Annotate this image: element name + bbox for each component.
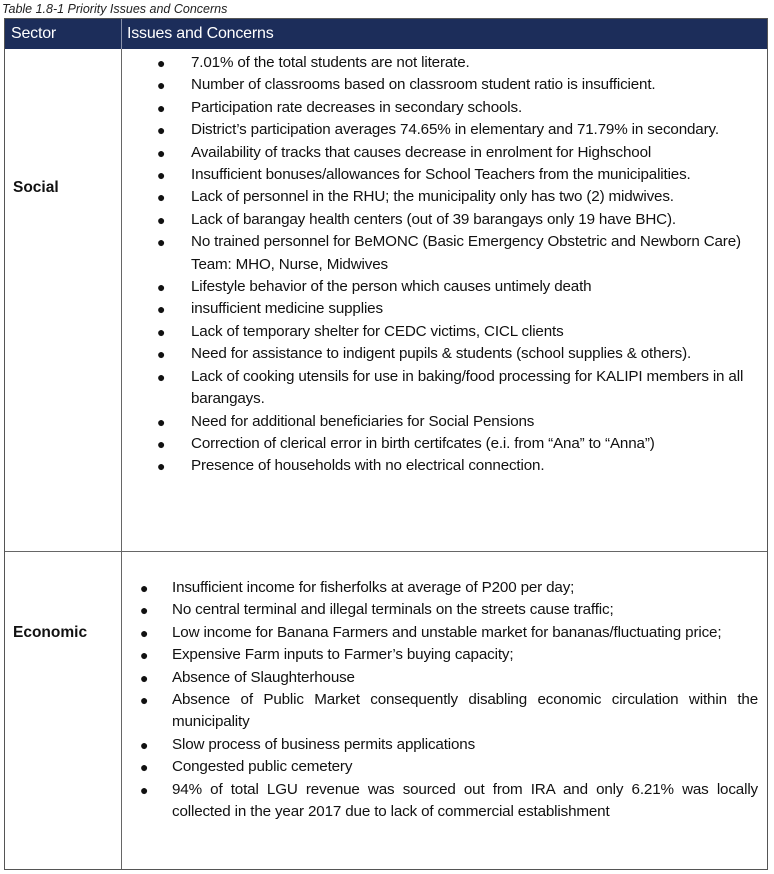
issue-text: District’s participation averages 74.65% in elementary and 71.79% in secondary.	[191, 121, 719, 139]
list-item	[155, 343, 763, 365]
issue-text: Number of classrooms based on classroom student ratio is insufficient.	[191, 76, 656, 94]
column-divider	[121, 49, 122, 869]
list-item	[155, 97, 763, 119]
issue-text: Correction of clerical error in birth certifcates (e.i. from “Ana” to “Anna”)	[191, 434, 655, 452]
bullet-icon: ●	[157, 234, 166, 251]
social-issues-list	[155, 52, 763, 478]
bullet-icon: ●	[157, 55, 166, 71]
list-item	[155, 276, 763, 298]
sector-social-label: Social	[13, 179, 59, 196]
issue-text: Need for assistance to indigent pupils & students (school supplies & others).	[191, 345, 692, 363]
bullet-icon: ●	[157, 413, 166, 430]
bullet-icon: ●	[157, 211, 166, 228]
bullet-icon: ●	[157, 346, 166, 363]
bullet-icon: ●	[157, 368, 166, 385]
list-item	[138, 599, 758, 621]
table-header-row	[5, 19, 767, 49]
issue-text: Absence of Public Market consequently disabling economic circulation within the municipality	[172, 691, 758, 731]
list-item	[155, 231, 763, 276]
issue-text: Lack of barangay health centers (out of 39 barangays only 19 have BHC).	[191, 210, 676, 228]
priority-issues-table	[4, 18, 768, 870]
issue-text: Lack of temporary shelter for CEDC victims, CICL clients	[191, 322, 564, 340]
list-item	[138, 622, 758, 644]
table-caption: Table 1.8-1 Priority Issues and Concerns	[2, 2, 228, 16]
list-item	[138, 779, 758, 824]
issue-text: 94% of total LGU revenue was sourced out from IRA and only 6.21% was locally collected in the year 2017 due to lack of commercial establishment	[172, 780, 758, 821]
bullet-icon: ●	[157, 144, 166, 161]
bullet-icon: ●	[140, 647, 149, 664]
economic-issues-list	[138, 577, 758, 823]
bullet-icon: ●	[140, 781, 149, 798]
list-item	[155, 142, 763, 164]
sector-economic-label: Economic	[13, 624, 88, 641]
header-divider	[121, 19, 122, 49]
list-item	[138, 577, 758, 599]
list-item	[138, 756, 758, 778]
issue-text: No trained personnel for BeMONC (Basic Emergency Obstetric and Newborn Care) Team: MHO, Nurse, Midwives	[191, 233, 741, 273]
bullet-icon: ●	[157, 435, 166, 452]
list-item	[138, 644, 758, 666]
list-item	[155, 366, 763, 411]
list-item	[155, 186, 763, 208]
header-issues: Issues and Concerns	[127, 25, 274, 42]
bullet-icon: ●	[140, 602, 149, 619]
issue-text: Low income for Banana Farmers and unstable market for bananas/fluctuating price;	[172, 623, 722, 641]
bullet-icon: ●	[140, 669, 149, 686]
bullet-icon: ●	[157, 323, 166, 340]
issue-text: insufficient medicine supplies	[191, 300, 383, 318]
list-item	[138, 667, 758, 689]
bullet-icon: ●	[140, 736, 149, 753]
issue-text: Lack of cooking utensils for use in baking/food processing for KALIPI members in all barangays.	[191, 367, 744, 408]
issue-text: Absence of Slaughterhouse	[172, 668, 355, 686]
list-item	[155, 74, 763, 96]
bullet-icon: ●	[157, 301, 166, 318]
list-item	[138, 689, 758, 734]
list-item	[155, 298, 763, 320]
row-divider	[5, 551, 767, 552]
issue-text: Expensive Farm inputs to Farmer’s buying capacity;	[172, 646, 514, 664]
bullet-icon: ●	[140, 580, 149, 596]
bullet-icon: ●	[157, 189, 166, 206]
list-item	[155, 455, 763, 477]
bullet-icon: ●	[157, 99, 166, 116]
issue-text: Congested public cemetery	[172, 758, 353, 776]
list-item	[155, 321, 763, 343]
header-sector: Sector	[11, 25, 57, 42]
bullet-icon: ●	[157, 167, 166, 184]
bullet-icon: ●	[157, 77, 166, 94]
bullet-icon: ●	[140, 624, 149, 641]
list-item	[155, 52, 763, 74]
list-item	[155, 209, 763, 231]
issue-text: No central terminal and illegal terminals on the streets cause traffic;	[172, 601, 614, 619]
issue-text: Availability of tracks that causes decrease in enrolment for Highschool	[191, 143, 652, 161]
issue-text: Participation rate decreases in secondary schools.	[191, 98, 523, 116]
list-item	[155, 433, 763, 455]
bullet-icon: ●	[157, 458, 166, 475]
issue-text: 7.01% of the total students are not literate.	[191, 54, 470, 71]
issue-text: Lack of personnel in the RHU; the municipality only has two (2) midwives.	[191, 188, 674, 206]
issue-text: Lifestyle behavior of the person which causes untimely death	[191, 278, 592, 296]
issue-text: Presence of households with no electrical connection.	[191, 457, 545, 475]
list-item	[138, 734, 758, 756]
bullet-icon: ●	[140, 759, 149, 776]
issue-text: Insufficient income for fisherfolks at average of P200 per day;	[172, 579, 575, 596]
list-item	[155, 164, 763, 186]
bullet-icon: ●	[157, 279, 166, 296]
bullet-icon: ●	[140, 692, 149, 709]
list-item	[155, 119, 763, 141]
issue-text: Need for additional beneficiaries for Social Pensions	[191, 412, 535, 430]
issue-text: Insufficient bonuses/allowances for School Teachers from the municipalities.	[191, 166, 691, 184]
bullet-icon: ●	[157, 122, 166, 139]
list-item	[155, 411, 763, 433]
issue-text: Slow process of business permits applications	[172, 735, 476, 753]
